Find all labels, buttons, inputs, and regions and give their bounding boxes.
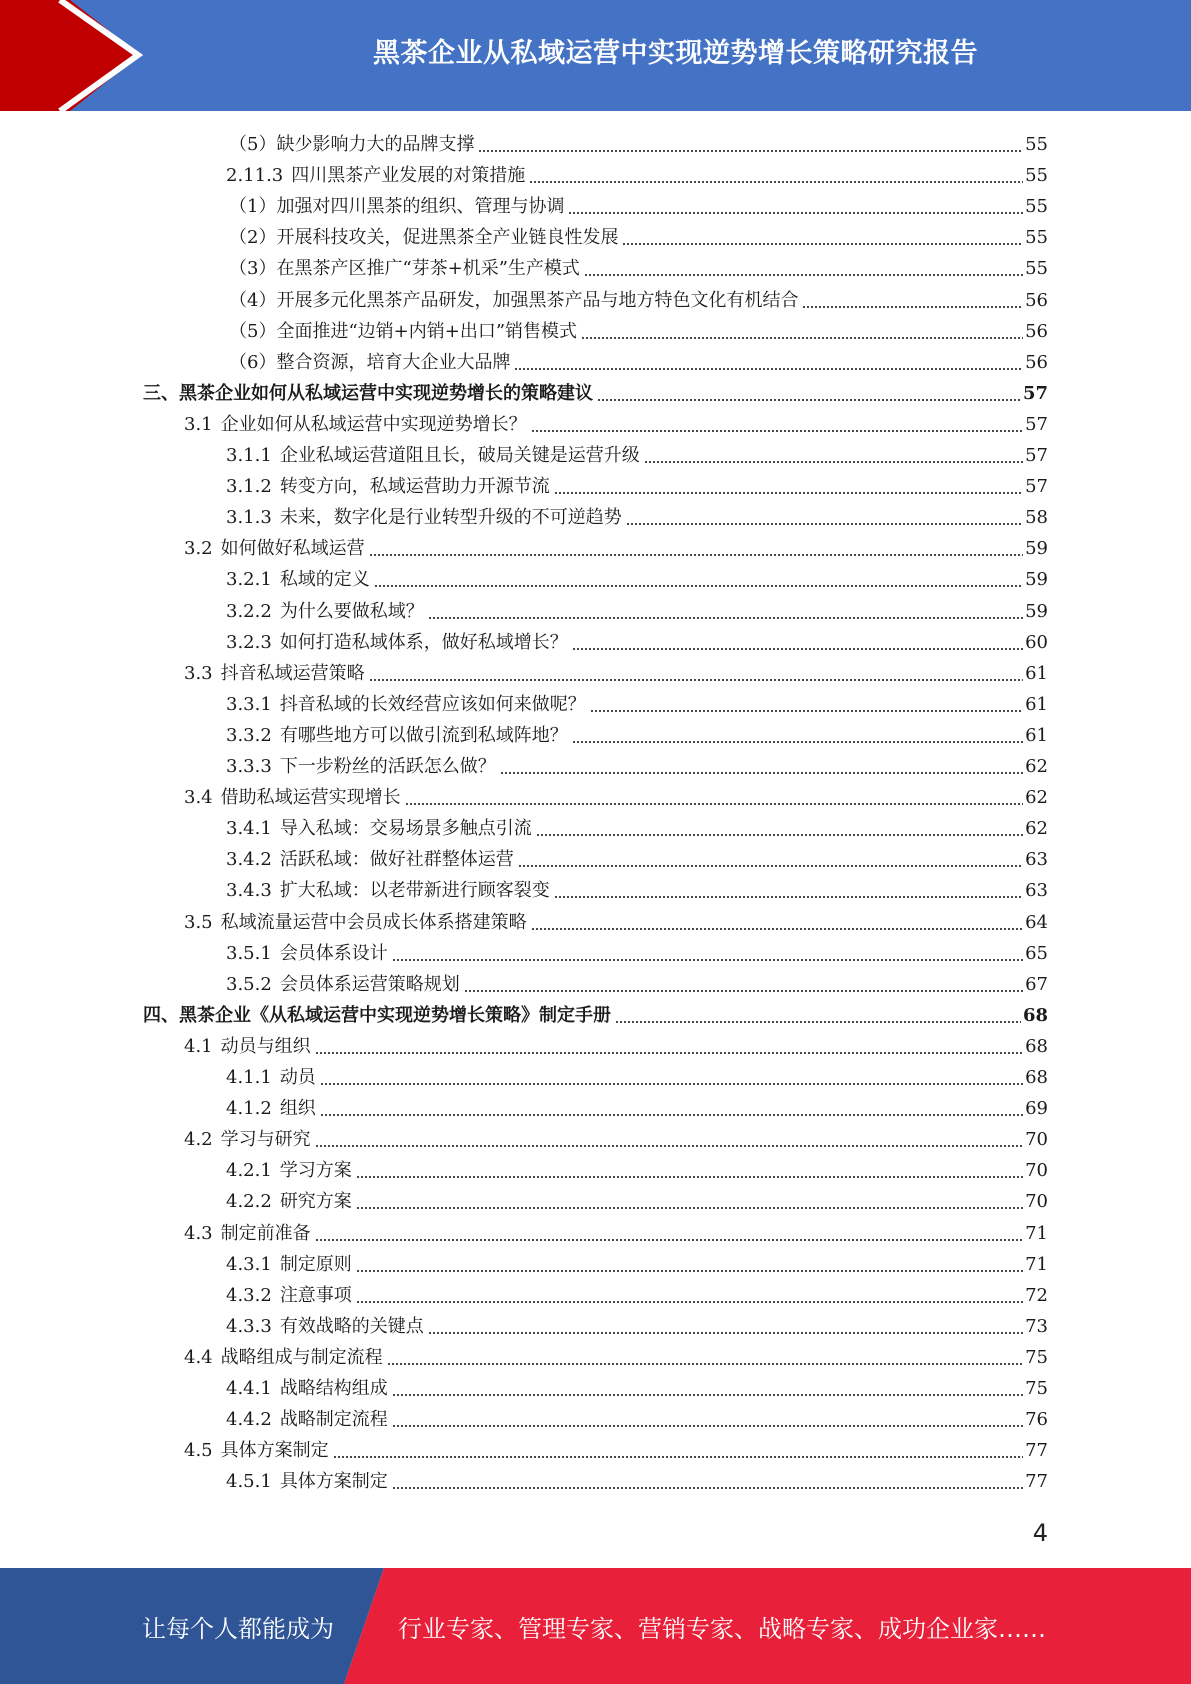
toc-entry-title: 未来，数字化是行业转型升级的不可逆趋势 bbox=[279, 507, 622, 529]
toc-entry-page: 55 bbox=[1025, 258, 1048, 280]
toc-entry-number: 3.4.2 bbox=[226, 849, 272, 871]
toc-entry-title: 四川黑茶产业发展的对策措施 bbox=[291, 165, 526, 187]
dot-leader bbox=[581, 337, 1023, 339]
toc-entry[interactable] bbox=[226, 469, 1048, 500]
toc-entry-page: 62 bbox=[1025, 818, 1048, 840]
toc-entry[interactable] bbox=[226, 594, 1048, 625]
toc-entry-page: 65 bbox=[1025, 942, 1048, 964]
dot-leader bbox=[531, 928, 1023, 930]
dot-leader bbox=[644, 461, 1023, 463]
dot-leader bbox=[590, 710, 1023, 712]
toc-entry[interactable] bbox=[226, 687, 1048, 718]
dot-leader bbox=[428, 1332, 1023, 1334]
dot-leader bbox=[514, 368, 1023, 370]
report-title: 黑茶企业从私域运营中实现逆势增长策略研究报告 bbox=[373, 37, 978, 69]
toc-entry-page: 77 bbox=[1025, 1471, 1048, 1493]
footer-slogan-left: 让每个人都能成为 bbox=[142, 1614, 334, 1643]
footer-banner bbox=[0, 1568, 1191, 1684]
toc-entry-page: 67 bbox=[1025, 973, 1048, 995]
toc-entry[interactable] bbox=[184, 531, 1048, 562]
toc-entry-title: 下一步粉丝的活跃怎么做？ bbox=[279, 756, 496, 777]
dot-leader bbox=[622, 243, 1023, 245]
toc-entry[interactable] bbox=[226, 936, 1048, 967]
toc-entry-page: 56 bbox=[1025, 289, 1048, 311]
toc-entry-number: 4.4.2 bbox=[226, 1409, 272, 1431]
toc-entry-number: 3.4 bbox=[184, 787, 213, 809]
dot-leader bbox=[369, 554, 1023, 556]
footer-slogan-right: 行业专家、管理专家、营销专家、战略专家、成功企业家…… bbox=[398, 1614, 1046, 1643]
toc-entry-number: 3.1.1 bbox=[226, 445, 272, 466]
toc-entry[interactable] bbox=[229, 251, 1048, 282]
toc-entry-number: 3.3 bbox=[184, 662, 213, 684]
toc-entry-number: 4.4 bbox=[184, 1346, 213, 1368]
toc-entry-number: 4.5.1 bbox=[226, 1471, 272, 1493]
dot-leader bbox=[536, 834, 1023, 836]
toc-entry-title: 有哪些地方可以做引流到私域阵地？ bbox=[279, 724, 568, 746]
toc-entry-title: 战略制定流程 bbox=[279, 1409, 388, 1431]
toc-entry-title: 具体方案制定 bbox=[279, 1471, 388, 1493]
toc-entry-page: 59 bbox=[1025, 538, 1048, 560]
toc-entry[interactable] bbox=[226, 1464, 1048, 1495]
dot-leader bbox=[356, 1270, 1023, 1272]
toc-entry-page: 77 bbox=[1025, 1440, 1048, 1462]
toc-entry-page: 57 bbox=[1025, 476, 1048, 498]
chevron-arrow-icon bbox=[0, 0, 160, 111]
toc-entry-page: 70 bbox=[1025, 1160, 1048, 1182]
toc-entry-title: 有效战略的关键点 bbox=[279, 1315, 424, 1337]
toc-entry-title: 私域流量运营中会员成长体系搭建策略 bbox=[220, 911, 527, 933]
toc-entry-page: 75 bbox=[1025, 1378, 1048, 1399]
toc-entry[interactable] bbox=[226, 1247, 1048, 1278]
dot-leader bbox=[529, 181, 1023, 183]
toc-entry[interactable] bbox=[184, 407, 1048, 438]
dot-leader bbox=[387, 1363, 1023, 1365]
toc-entry-number: 2.11.3 bbox=[226, 165, 284, 187]
dot-leader bbox=[356, 1301, 1023, 1303]
toc-entry-number: 3.5.1 bbox=[226, 942, 272, 964]
toc-entry-page: 62 bbox=[1025, 787, 1048, 809]
toc-entry-title: 企业私域运营道阻且长，破局关键是运营升级 bbox=[279, 445, 640, 466]
toc-entry-page: 70 bbox=[1025, 1191, 1048, 1213]
toc-entry-page: 69 bbox=[1025, 1098, 1048, 1120]
dot-leader bbox=[554, 492, 1023, 494]
page-number: 4 bbox=[1032, 1519, 1048, 1547]
toc-entry-number: 3.3.3 bbox=[226, 756, 272, 777]
toc-entry-title: （2）开展科技攻关，促进黑茶全产业链良性发展 bbox=[229, 227, 619, 249]
toc-entry-page: 61 bbox=[1025, 662, 1048, 684]
dot-leader bbox=[320, 1114, 1023, 1116]
toc-entry-title: （5）缺少影响力大的品牌支撑 bbox=[229, 134, 475, 155]
toc-entry-title: 抖音私域的长效经营应该如何来做呢？ bbox=[279, 693, 586, 715]
dot-leader bbox=[333, 1456, 1023, 1458]
toc-entry-title: 战略组成与制定流程 bbox=[220, 1346, 383, 1368]
toc-entry[interactable] bbox=[184, 780, 1048, 811]
toc-entry-number: 3.1.3 bbox=[226, 507, 272, 529]
dot-leader bbox=[315, 1239, 1023, 1241]
toc-entry-title: （4）开展多元化黑茶产品研发，加强黑茶产品与地方特色文化有机结合 bbox=[229, 289, 799, 311]
toc-entry-title: （6）整合资源，培育大企业大品牌 bbox=[229, 351, 511, 373]
toc-entry-number: 4.4.1 bbox=[226, 1378, 272, 1399]
toc-entry-page: 57 bbox=[1025, 445, 1048, 466]
toc-entry-number: 4.3.3 bbox=[226, 1315, 272, 1337]
toc-entry-page: 68 bbox=[1022, 1004, 1048, 1026]
toc-entry[interactable] bbox=[184, 1029, 1048, 1060]
dot-leader bbox=[405, 803, 1023, 805]
toc-entry[interactable] bbox=[226, 811, 1048, 842]
toc-entry-page: 70 bbox=[1025, 1129, 1048, 1151]
toc-entry[interactable] bbox=[226, 1402, 1048, 1433]
toc-entry-number: 4.1 bbox=[184, 1035, 213, 1057]
toc-entry-title: 企业如何从私域运营中实现逆势增长？ bbox=[220, 413, 527, 435]
toc-entry-number: 4.5 bbox=[184, 1440, 213, 1462]
dot-leader bbox=[615, 1021, 1021, 1023]
toc-entry-page: 71 bbox=[1025, 1253, 1048, 1275]
dot-leader bbox=[374, 585, 1023, 587]
dot-leader bbox=[392, 1487, 1023, 1489]
toc-entry-number: 3.1 bbox=[184, 413, 213, 435]
toc-entry-number: 3.3.1 bbox=[226, 693, 272, 715]
dot-leader bbox=[392, 1425, 1023, 1427]
toc-entry[interactable] bbox=[184, 1122, 1048, 1153]
toc-entry-title: 动员与组织 bbox=[220, 1035, 311, 1057]
toc-entry-title: 动员 bbox=[279, 1067, 316, 1088]
toc-entry-title: 战略结构组成 bbox=[279, 1378, 388, 1399]
toc-entry-title: 学习方案 bbox=[279, 1160, 352, 1182]
dot-leader bbox=[531, 430, 1023, 432]
toc-entry-title: 三、黑茶企业如何从私域运营中实现逆势增长的策略建议 bbox=[143, 382, 593, 404]
toc-entry[interactable] bbox=[226, 625, 1048, 656]
toc-entry-title: 抖音私域运营策略 bbox=[220, 662, 365, 684]
toc-entry[interactable] bbox=[229, 220, 1048, 251]
dot-leader bbox=[315, 1145, 1023, 1147]
toc-entry[interactable] bbox=[226, 438, 1048, 469]
toc-entry-number: 4.2.1 bbox=[226, 1160, 272, 1182]
toc-entry-title: 导入私域：交易场景多触点引流 bbox=[279, 818, 532, 840]
toc-entry[interactable] bbox=[143, 376, 1048, 407]
toc-entry-page: 68 bbox=[1025, 1035, 1048, 1057]
dot-leader bbox=[392, 1394, 1023, 1396]
toc-entry[interactable] bbox=[226, 1184, 1048, 1215]
toc-entry-page: 61 bbox=[1025, 693, 1048, 715]
toc-entry[interactable] bbox=[226, 158, 1048, 189]
toc-entry-page: 56 bbox=[1025, 351, 1048, 373]
toc-entry-page: 58 bbox=[1025, 507, 1048, 529]
toc-entry-page: 55 bbox=[1025, 196, 1048, 218]
dot-leader bbox=[584, 274, 1023, 276]
toc-entry[interactable] bbox=[143, 998, 1048, 1029]
toc-entry-title: 借助私域运营实现增长 bbox=[220, 787, 401, 809]
toc-entry-number: 3.4.1 bbox=[226, 818, 272, 840]
dot-leader bbox=[320, 1083, 1023, 1085]
toc-entry-title: 制定原则 bbox=[279, 1253, 352, 1275]
toc-entry-page: 63 bbox=[1025, 849, 1048, 871]
dot-leader bbox=[369, 679, 1023, 681]
toc-entry[interactable] bbox=[229, 127, 1048, 158]
toc-entry-number: 3.2.1 bbox=[226, 569, 272, 591]
toc-entry[interactable] bbox=[229, 189, 1048, 220]
toc-entry[interactable] bbox=[226, 718, 1048, 749]
dot-leader bbox=[356, 1176, 1023, 1178]
toc-entry-page: 55 bbox=[1025, 134, 1048, 155]
dot-leader bbox=[572, 741, 1023, 743]
toc-entry-title: 活跃私域：做好社群整体运营 bbox=[279, 849, 514, 871]
toc-entry-number: 4.1.1 bbox=[226, 1067, 272, 1088]
dot-leader bbox=[626, 523, 1023, 525]
toc-entry-number: 3.5.2 bbox=[226, 973, 272, 995]
toc-entry-title: 扩大私域：以老带新进行顾客裂变 bbox=[279, 880, 550, 902]
toc-entry[interactable] bbox=[226, 873, 1048, 904]
toc-entry-title: 会员体系运营策略规划 bbox=[279, 973, 460, 995]
toc-entry[interactable] bbox=[226, 562, 1048, 593]
dot-leader bbox=[802, 306, 1023, 308]
dot-leader bbox=[356, 1207, 1023, 1209]
dot-leader bbox=[428, 617, 1023, 619]
dot-leader bbox=[500, 772, 1023, 774]
toc-entry-title: 如何做好私域运营 bbox=[220, 538, 365, 560]
toc-entry-number: 3.2.3 bbox=[226, 631, 272, 653]
toc-entry-page: 68 bbox=[1025, 1067, 1048, 1088]
toc-entry-page: 57 bbox=[1022, 382, 1048, 404]
toc-entry-number: 4.1.2 bbox=[226, 1098, 272, 1120]
toc-entry[interactable] bbox=[226, 500, 1048, 531]
toc-entry-title: 研究方案 bbox=[279, 1191, 352, 1213]
toc-entry-page: 76 bbox=[1025, 1409, 1048, 1431]
toc-entry-title: 具体方案制定 bbox=[220, 1440, 329, 1462]
toc-entry-number: 3.2 bbox=[184, 538, 213, 560]
toc-entry-number: 3.5 bbox=[184, 911, 213, 933]
toc-entry-page: 64 bbox=[1025, 911, 1048, 933]
toc-entry-page: 59 bbox=[1025, 600, 1048, 622]
toc-entry-number: 4.3.1 bbox=[226, 1253, 272, 1275]
dot-leader bbox=[478, 150, 1023, 152]
dot-leader bbox=[572, 648, 1023, 650]
toc-entry-number: 4.3 bbox=[184, 1222, 213, 1244]
toc-entry-title: 私域的定义 bbox=[279, 569, 370, 591]
toc-entry[interactable] bbox=[226, 842, 1048, 873]
dot-leader bbox=[315, 1052, 1023, 1054]
toc-entry[interactable] bbox=[226, 1153, 1048, 1184]
toc-entry-title: 四、黑茶企业《从私域运营中实现逆势增长策略》制定手册 bbox=[143, 1004, 611, 1026]
toc-entry-number: 3.4.3 bbox=[226, 880, 272, 902]
toc-entry[interactable] bbox=[226, 1278, 1048, 1309]
dot-leader bbox=[392, 959, 1023, 961]
toc-entry-page: 60 bbox=[1025, 631, 1048, 653]
toc-entry[interactable] bbox=[226, 749, 1048, 780]
toc-entry-page: 62 bbox=[1025, 756, 1048, 777]
toc-entry-page: 75 bbox=[1025, 1346, 1048, 1368]
toc-entry-title: 如何打造私域体系，做好私域增长？ bbox=[279, 631, 568, 653]
toc-entry[interactable] bbox=[184, 656, 1048, 687]
toc-entry[interactable] bbox=[229, 283, 1048, 314]
toc-entry-title: 学习与研究 bbox=[220, 1129, 311, 1151]
toc-entry[interactable] bbox=[226, 967, 1048, 998]
toc-entry[interactable] bbox=[226, 1309, 1048, 1340]
dot-leader bbox=[518, 865, 1023, 867]
toc-entry-title: （3）在黑茶产区推广“芽茶+机采”生产模式 bbox=[229, 258, 580, 280]
dot-leader bbox=[597, 399, 1021, 401]
toc-entry-page: 57 bbox=[1025, 413, 1048, 435]
toc-entry[interactable] bbox=[229, 314, 1048, 345]
toc-entry-number: 4.3.2 bbox=[226, 1284, 272, 1306]
toc-entry-page: 55 bbox=[1025, 227, 1048, 249]
toc-entry[interactable] bbox=[226, 1060, 1048, 1091]
dot-leader bbox=[464, 990, 1023, 992]
toc-entry-page: 71 bbox=[1025, 1222, 1048, 1244]
toc-entry-number: 3.1.2 bbox=[226, 476, 272, 498]
toc-entry-page: 61 bbox=[1025, 724, 1048, 746]
toc-entry-number: 3.3.2 bbox=[226, 724, 272, 746]
toc-entry-title: （5）全面推进“边销+内销+出口”销售模式 bbox=[229, 320, 578, 342]
toc-entry[interactable] bbox=[184, 1216, 1048, 1247]
toc-entry-page: 73 bbox=[1025, 1315, 1048, 1337]
toc-entry-page: 55 bbox=[1025, 165, 1048, 187]
toc-entry-number: 3.2.2 bbox=[226, 600, 272, 622]
header-band bbox=[0, 0, 1191, 111]
toc-entry[interactable] bbox=[184, 1340, 1048, 1371]
toc-entry-page: 56 bbox=[1025, 320, 1048, 342]
toc-entry-page: 63 bbox=[1025, 880, 1048, 902]
toc-entry-title: （1）加强对四川黑茶的组织、管理与协调 bbox=[229, 196, 565, 218]
toc-entry-title: 注意事项 bbox=[279, 1284, 352, 1306]
toc-entry[interactable] bbox=[184, 905, 1048, 936]
toc-entry-number: 4.2 bbox=[184, 1129, 213, 1151]
toc-entry-number: 4.2.2 bbox=[226, 1191, 272, 1213]
toc-entry-page: 59 bbox=[1025, 569, 1048, 591]
toc-entry[interactable] bbox=[229, 345, 1048, 376]
toc-entry-title: 会员体系设计 bbox=[279, 942, 388, 964]
dot-leader bbox=[568, 212, 1023, 214]
toc-entry[interactable] bbox=[226, 1371, 1048, 1402]
toc-entry-title: 组织 bbox=[279, 1098, 316, 1120]
toc-entry-title: 制定前准备 bbox=[220, 1222, 311, 1244]
toc-entry-page: 72 bbox=[1025, 1284, 1048, 1306]
toc-entry[interactable] bbox=[226, 1091, 1048, 1122]
toc-entry-title: 为什么要做私域？ bbox=[279, 600, 424, 622]
toc-entry-title: 转变方向，私域运营助力开源节流 bbox=[279, 476, 550, 498]
toc-entry[interactable] bbox=[184, 1433, 1048, 1464]
dot-leader bbox=[554, 896, 1023, 898]
